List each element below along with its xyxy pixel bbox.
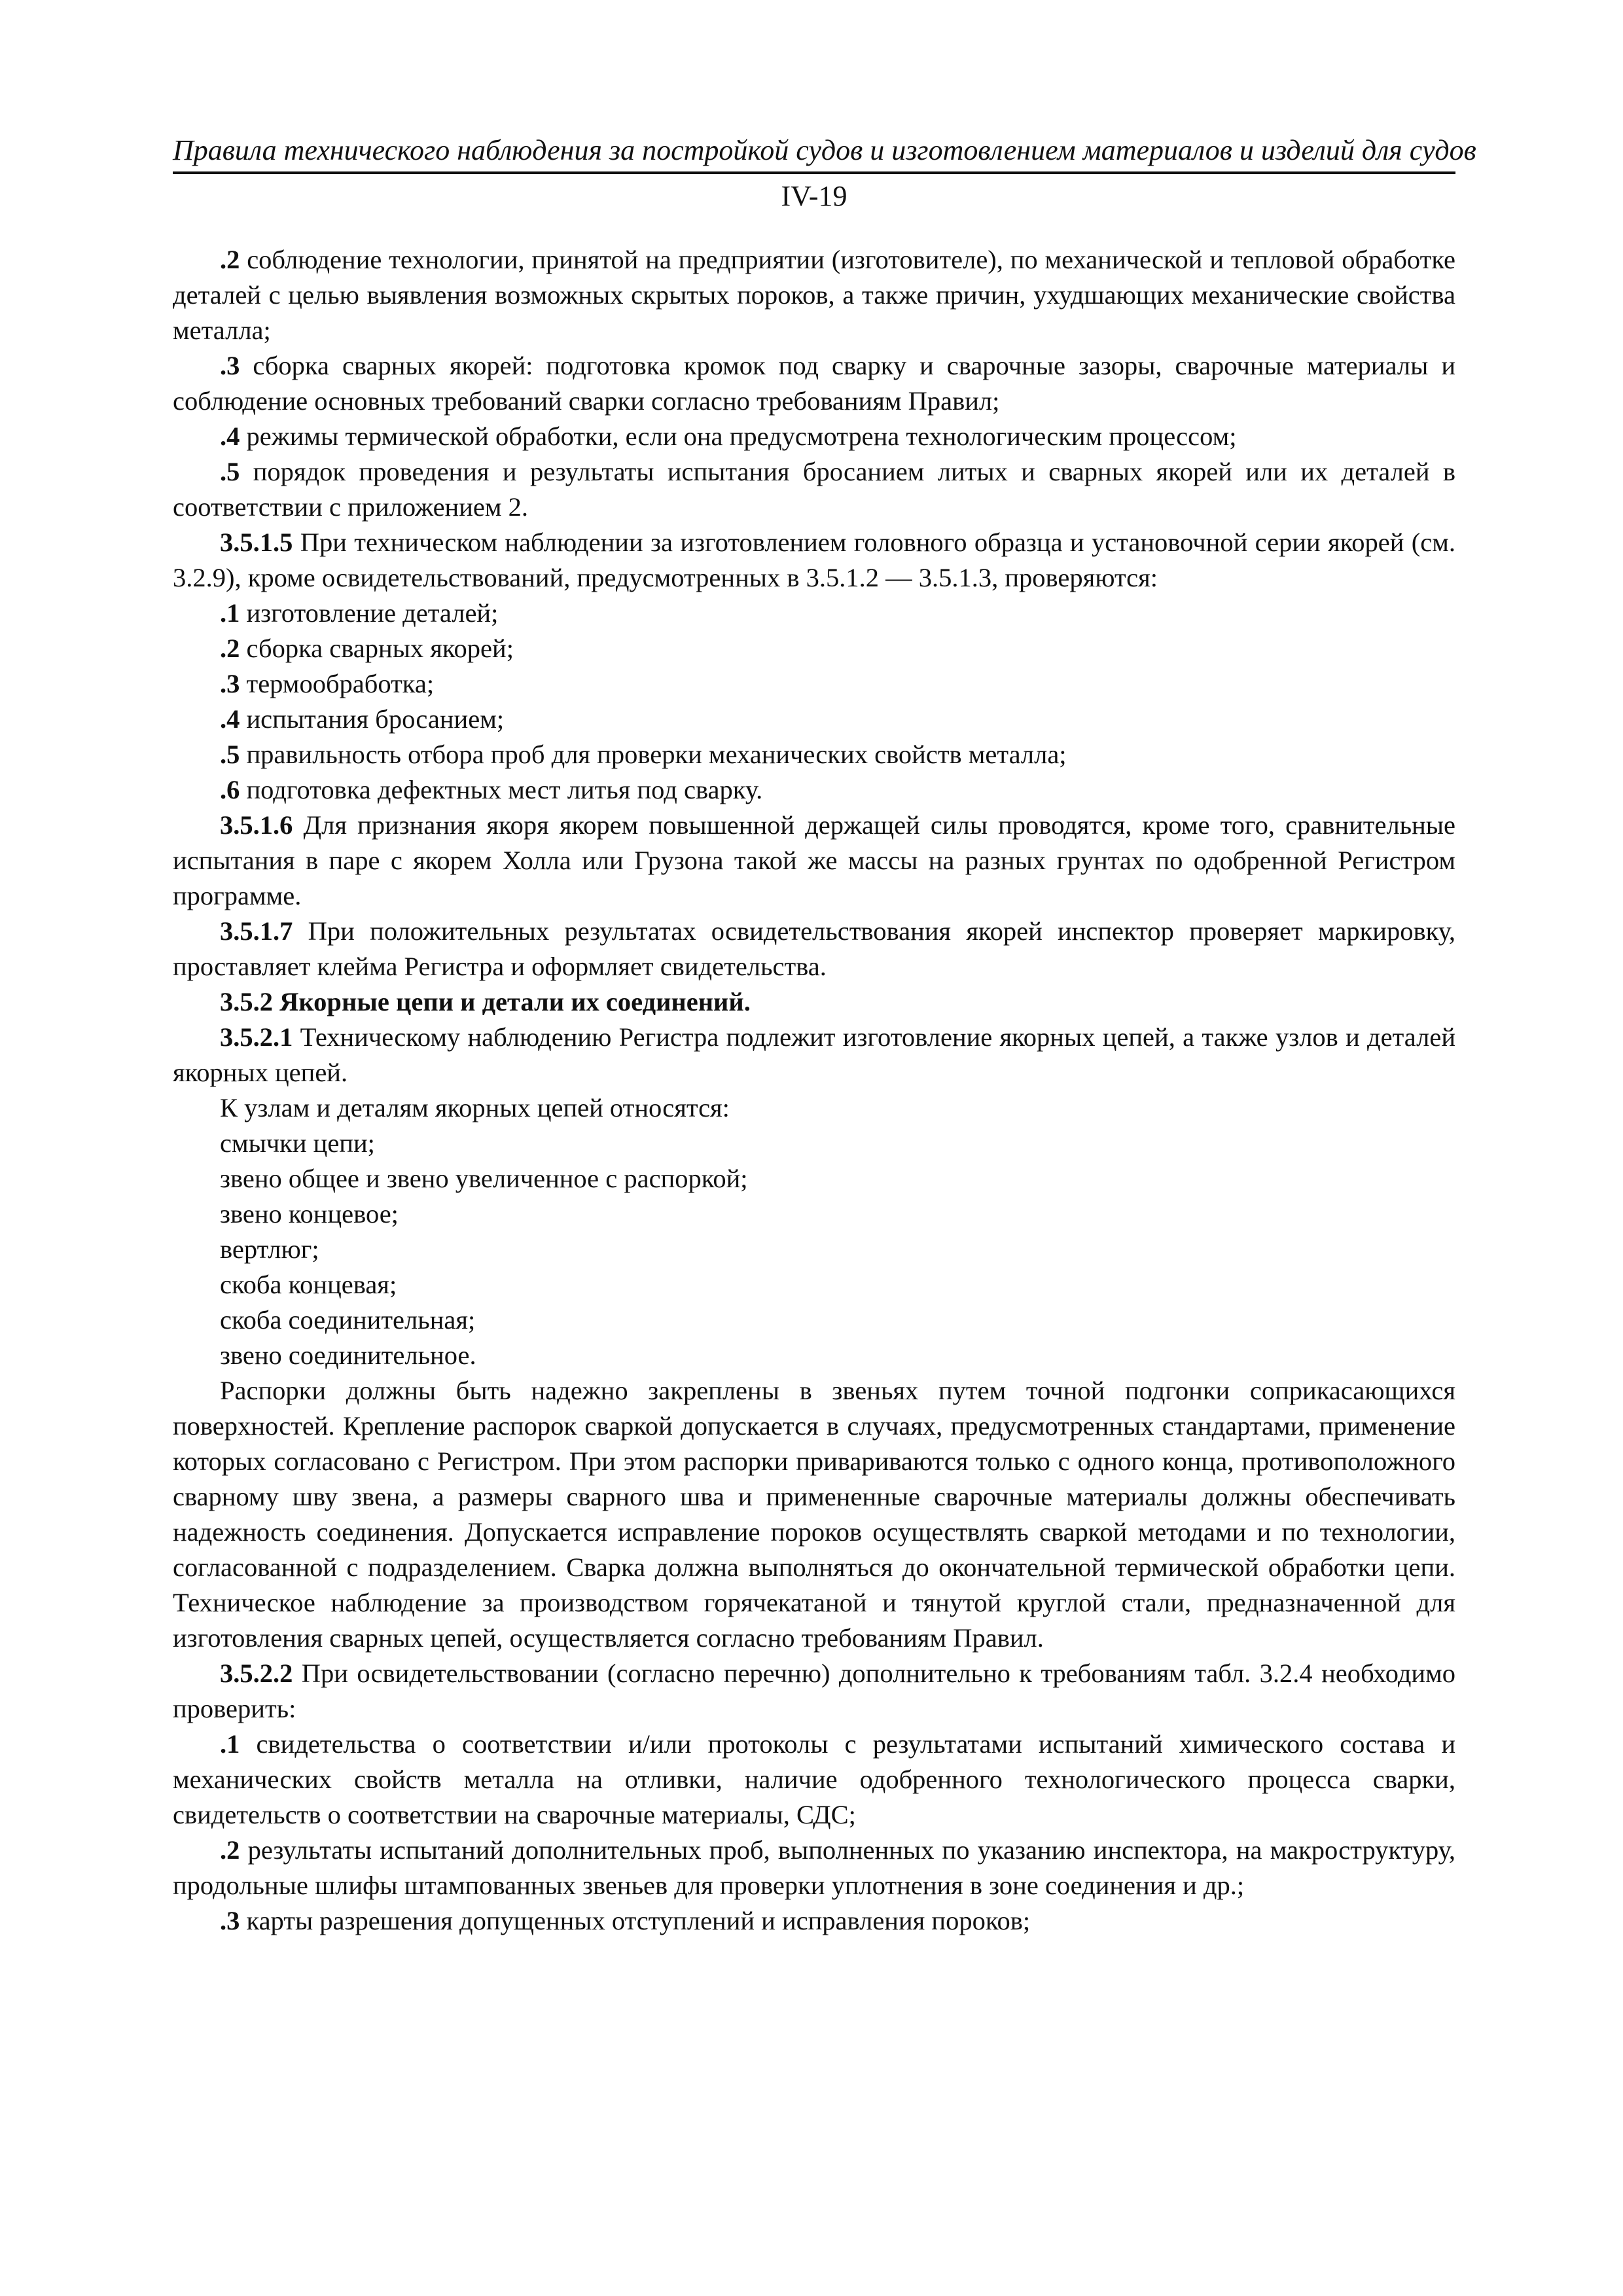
item-number: .3 [220,351,240,380]
paragraph-text: При техническом наблюдении за изготовлением головного образца и установочной серии якорей (см. 3.2.9), кроме освидетельствований, предусмотренных в 3.5.1.2 — 3.5.1.3, проверяются: [173,528,1455,592]
paragraph-text: изготовление деталей; [240,598,499,628]
paragraph [173,737,1455,772]
paragraph-text: результаты испытаний дополнительных проб, выполненных по указанию инспектора, на макроструктуру, продольные шлифы штампованных звеньев для проверки уплотнения в зоне соединения и др.; [173,1835,1455,1900]
section-number: 3.5.1.7 [220,916,293,946]
paragraph-text: порядок проведения и результаты испытания бросанием литых и сварных якорей или их деталей в соответствии с приложением 2. [173,457,1455,522]
paragraph [173,242,1455,348]
item-number: .1 [220,598,240,628]
section-number: 3.5.2.1 [220,1022,293,1052]
item-number: .3 [220,669,240,698]
header-divider [173,171,1455,174]
list-item-text: скоба концевая; [220,1270,397,1299]
paragraph [173,1727,1455,1833]
list-item [173,1232,1455,1267]
paragraph-text: При освидетельствовании (согласно перечню) дополнительно к требованиям табл. 3.2.4 необходимо проверить: [173,1659,1455,1723]
paragraph-text: Для признания якоря якорем повышенной держащей силы проводятся, кроме того, сравнительные испытания в паре с якорем Холла или Грузона такой же массы на разных грунтах по одобренной Регистром программе. [173,810,1455,910]
item-number: .5 [220,457,240,486]
paragraph [173,914,1455,984]
paragraph [173,1373,1455,1656]
paragraph-text: подготовка дефектных мест литья под сварку. [240,775,763,804]
paragraph-text: свидетельства о соответствии и/или протоколы с результатами испытаний химического состава и механических свойств металла на отливки, наличие одобренного технологического процесса сварки, свидетельств о соответствии на сварочные материалы, СДС; [173,1729,1455,1829]
document-body [173,242,1455,1939]
list-item [173,1302,1455,1338]
paragraph [173,702,1455,737]
list-item [173,1196,1455,1232]
item-number: .4 [220,422,240,451]
list-item [173,1338,1455,1373]
paragraph-text: Распорки должны быть надежно закреплены в звеньях путем точной подгонки соприкасающихся поверхностей. Крепление распорок сваркой допускается в случаях, предусмотренных стандартами, применение которых согласовано с Регистром. При этом распорки привариваются только с одного конца, противоположного сварному шву звена, а размеры сварного шва и примененные сварочные материалы должны обеспечивать надежность соединения. Допускается исправление пороков осуществлять сваркой методами и по технологии, согласованной с подразделением. Сварка должна выполняться до окончательной термической обработки цепи. Техническое наблюдение за производством горячекатаной и тянутой круглой стали, предназначенной для изготовления сварных цепей, осуществляется согласно требованиям Правил. [173,1376,1455,1653]
item-number: .2 [220,1835,240,1865]
paragraph [173,419,1455,454]
list-item-text: вертлюг; [220,1234,319,1264]
paragraph [173,1020,1455,1090]
paragraph [173,808,1455,914]
document-page [173,131,1476,1939]
paragraph [173,1656,1455,1727]
section-number: 3.5.2.2 [220,1659,293,1688]
paragraph [173,1833,1455,1903]
list-item [173,1161,1455,1196]
list-item-text: звено соединительное. [220,1340,476,1370]
item-number: .3 [220,1906,240,1935]
section-heading [173,984,1455,1020]
paragraph [173,596,1455,631]
paragraph-text: соблюдение технологии, принятой на предприятии (изготовителе), по механической и тепловой обработке деталей с целью выявления возможных скрытых пороков, а также причин, ухудшающих механические свойства металла; [173,245,1455,345]
section-number: 3.5.1.5 [220,528,293,557]
list-item-text: смычки цепи; [220,1128,375,1158]
paragraph-text: правильность отбора проб для проверки механических свойств металла; [240,740,1067,769]
list-item [173,1126,1455,1161]
running-header-title: Правила технического наблюдения за постройкой судов и изготовлением материалов и изделий для судов [173,134,1476,166]
section-heading-text: Якорные цепи и детали их соединений. [273,987,751,1016]
paragraph [173,348,1455,419]
paragraph-text: сборка сварных якорей; [240,634,514,663]
paragraph-text: При положительных результатах освидетельствования якорей инспектор проверяет маркировку, проставляет клейма Регистра и оформляет свидетельства. [173,916,1455,981]
paragraph [173,666,1455,702]
paragraph [173,1090,1455,1126]
paragraph-text: термообработка; [240,669,435,698]
section-number: 3.5.1.6 [220,810,293,840]
list-item-text: звено общее и звено увеличенное с распоркой; [220,1164,748,1193]
paragraph [173,1903,1455,1939]
page-number: IV-19 [781,180,847,212]
paragraph-text: Техническому наблюдению Регистра подлежит изготовление якорных цепей, а также узлов и деталей якорных цепей. [173,1022,1455,1087]
paragraph [173,631,1455,666]
list-item-text: звено концевое; [220,1199,399,1229]
paragraph [173,772,1455,808]
item-number: .6 [220,775,240,804]
list-item-text: скоба соединительная; [220,1305,476,1335]
item-number: .1 [220,1729,240,1759]
paragraph-text: режимы термической обработки, если она предусмотрена технологическим процессом; [240,422,1237,451]
list-item [173,1267,1455,1302]
paragraph-text: испытания бросанием; [240,704,505,734]
item-number: .2 [220,245,240,274]
item-number: .5 [220,740,240,769]
section-number: 3.5.2 [220,987,273,1016]
paragraph-text: К узлам и деталям якорных цепей относятся: [220,1093,730,1122]
paragraph-text: сборка сварных якорей: подготовка кромок под сварку и сварочные зазоры, сварочные материалы и соблюдение основных требований сварки согласно требованиям Правил; [173,351,1455,416]
paragraph [173,454,1455,525]
paragraph-text: карты разрешения допущенных отступлений и исправления пороков; [240,1906,1031,1935]
item-number: .4 [220,704,240,734]
item-number: .2 [220,634,240,663]
paragraph [173,525,1455,596]
